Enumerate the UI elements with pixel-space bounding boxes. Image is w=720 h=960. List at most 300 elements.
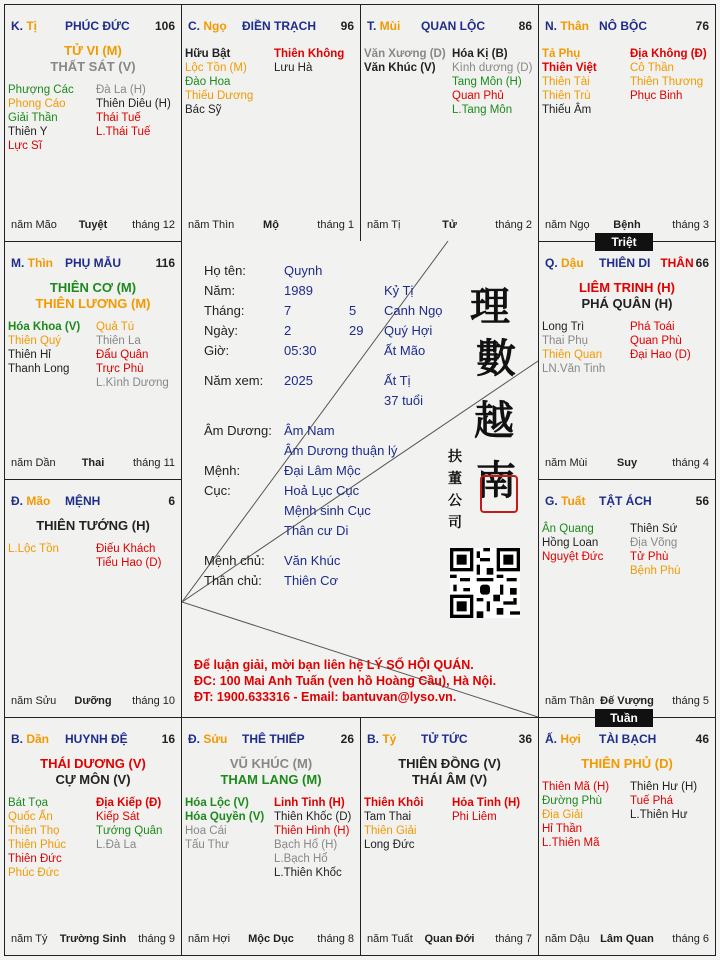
palace-header bbox=[545, 256, 709, 272]
footer-month: tháng 7 bbox=[495, 933, 532, 945]
age-value: 37 tuổi bbox=[384, 393, 424, 408]
minor-star: Thanh Long bbox=[8, 363, 70, 375]
minor-star: Kình dương (D) bbox=[452, 62, 533, 74]
minor-star: Thiên Sứ bbox=[630, 523, 678, 535]
footer-stage: Đế Vượng bbox=[600, 695, 654, 707]
name-value: Quynh bbox=[284, 263, 323, 278]
minor-star: Ân Quang bbox=[542, 523, 594, 535]
footer-month: tháng 11 bbox=[132, 457, 175, 469]
minor-star: Phi Liêm bbox=[452, 811, 497, 823]
minor-star: Quốc Ấn bbox=[8, 811, 53, 823]
minor-star: Thiếu Âm bbox=[542, 104, 592, 116]
minor-star: Thiên Hỉ bbox=[8, 349, 51, 361]
palace-footer bbox=[11, 457, 175, 471]
minor-star: Thiên Trù bbox=[542, 90, 591, 102]
minor-star: Đà La (H) bbox=[96, 84, 146, 96]
footer-month: tháng 12 bbox=[132, 219, 175, 231]
minor-star: Quả Tú bbox=[96, 321, 135, 333]
minor-star: LN.Văn Tinh bbox=[542, 363, 606, 375]
minor-star: Thiên Quý bbox=[8, 335, 62, 347]
minor-star: Điếu Khách bbox=[96, 543, 156, 555]
palace-position: G. Tuất bbox=[545, 494, 586, 508]
minor-star: L.Thiên Khốc bbox=[274, 867, 342, 879]
am-duong-label: Âm Dương: bbox=[204, 423, 272, 438]
month-label: Tháng: bbox=[204, 303, 245, 318]
minor-star: Hữu Bật bbox=[185, 48, 231, 60]
main-stars bbox=[5, 280, 181, 312]
than-chu-value: Thiên Cơ bbox=[284, 573, 339, 588]
minor-star: Đào Hoa bbox=[185, 76, 231, 88]
minor-star: Tướng Quân bbox=[96, 825, 163, 837]
palace-score: 26 bbox=[340, 732, 354, 746]
minor-star: Phá Toái bbox=[630, 321, 675, 333]
palace-header bbox=[11, 19, 175, 35]
palace-position: B. Dần bbox=[11, 732, 50, 746]
main-star: CỰ MÔN (V) bbox=[55, 772, 131, 787]
main-star: THIÊN ĐỒNG (V) bbox=[398, 756, 501, 771]
palace-position: M. Thìn bbox=[11, 256, 53, 270]
main-stars bbox=[539, 756, 715, 772]
minor-star: Tang Môn (H) bbox=[452, 76, 522, 88]
left-stars-column bbox=[364, 796, 423, 852]
minor-star: Linh Tinh (H) bbox=[274, 797, 345, 809]
palace-number bbox=[341, 732, 354, 746]
minor-star: Lộc Tồn (M) bbox=[185, 62, 247, 74]
calligraphy-char-4: 南 bbox=[476, 457, 516, 504]
palace-score: 76 bbox=[695, 19, 709, 33]
minor-star: Văn Xương (D) bbox=[364, 48, 446, 60]
footer-year: năm Thân bbox=[545, 695, 595, 707]
day-lunar: 29 bbox=[349, 323, 364, 338]
main-star: THIÊN TƯỚNG (H) bbox=[36, 518, 150, 533]
right-stars-column bbox=[96, 796, 162, 852]
palace-score: 116 bbox=[155, 256, 175, 270]
cell-than bbox=[538, 4, 716, 242]
palace-name: TỬ TỨC bbox=[421, 732, 468, 746]
minor-star: L.Thiên Mã bbox=[542, 837, 600, 849]
minor-star: Tuế Phá bbox=[630, 795, 674, 807]
left-stars-column bbox=[8, 796, 66, 880]
footer-month: tháng 8 bbox=[317, 933, 354, 945]
minor-star: Hỉ Thần bbox=[542, 823, 583, 835]
view-year-label: Năm xem: bbox=[204, 373, 264, 388]
minor-star: Hồng Loan bbox=[542, 537, 599, 549]
footer-stage: Suy bbox=[616, 457, 638, 469]
am-duong-value-2: Âm Dương thuận lý bbox=[284, 443, 398, 458]
left-stars-column bbox=[185, 796, 264, 852]
center-panel bbox=[182, 241, 538, 717]
main-star: THÁI DƯƠNG (V) bbox=[40, 756, 146, 771]
minor-star: Giải Thần bbox=[8, 112, 58, 124]
minor-star: Thiên Tài bbox=[542, 76, 590, 88]
palace-position: Đ. Mão bbox=[11, 494, 51, 508]
footer-year: năm Dậu bbox=[545, 933, 590, 945]
minor-star: Bệnh Phù bbox=[630, 565, 681, 577]
menh-label: Mệnh: bbox=[204, 463, 241, 478]
menh-value: Đại Lâm Mộc bbox=[284, 463, 361, 478]
main-star: THẤT SÁT (V) bbox=[50, 59, 136, 74]
footer-month: tháng 2 bbox=[495, 219, 532, 231]
small-char-3: 公 bbox=[448, 493, 462, 509]
minor-star: Long Trì bbox=[542, 321, 585, 333]
minor-star: Trực Phù bbox=[96, 363, 144, 375]
palace-number bbox=[519, 19, 532, 33]
main-star: TỬ VI (M) bbox=[64, 43, 122, 58]
contact-line-3: ĐT: 1900.633316 - Email: bantuvan@lyso.vn. bbox=[194, 690, 457, 704]
palace-score: 46 bbox=[695, 732, 709, 746]
footer-stage: Quan Đới bbox=[424, 933, 475, 945]
minor-star: Đường Phù bbox=[542, 795, 602, 807]
main-stars bbox=[5, 518, 181, 534]
seal-stamp bbox=[480, 475, 518, 513]
minor-star: Tử Phù bbox=[630, 551, 669, 563]
minor-star: Thiên Mã (H) bbox=[542, 781, 610, 793]
minor-star: Tiểu Hao (D) bbox=[96, 557, 162, 569]
main-stars bbox=[5, 43, 181, 75]
minor-star: Thiên Việt bbox=[542, 62, 597, 74]
minor-star: Tam Thai bbox=[364, 811, 412, 823]
footer-year: năm Tý bbox=[11, 933, 48, 945]
minor-star: Thiên Không bbox=[274, 48, 345, 60]
palace-number bbox=[696, 494, 709, 508]
right-stars-column bbox=[96, 320, 169, 390]
footer-stage: Trường Sinh bbox=[59, 933, 127, 945]
palace-footer bbox=[188, 219, 354, 233]
view-year-value: 2025 bbox=[284, 373, 313, 388]
main-stars bbox=[182, 756, 360, 788]
minor-star: L.Đà La bbox=[96, 839, 137, 851]
view-year-canchi: Ất Tị bbox=[384, 373, 411, 388]
minor-star: Phong Cáo bbox=[8, 98, 66, 110]
minor-star: Thái Tuế bbox=[96, 112, 141, 124]
minor-star: Quan Phủ bbox=[452, 90, 504, 102]
minor-star: Thiên Hư (H) bbox=[630, 781, 698, 793]
palace-number bbox=[341, 19, 354, 33]
palace-score: 16 bbox=[161, 732, 175, 746]
minor-star: Thiên Giải bbox=[364, 825, 417, 837]
month-solar: 7 bbox=[284, 303, 292, 318]
minor-star: Địa Võng bbox=[630, 537, 678, 549]
cell-ti bbox=[360, 717, 539, 956]
palace-header bbox=[367, 19, 532, 35]
palace-footer bbox=[11, 219, 175, 233]
year-value: 1989 bbox=[284, 283, 313, 298]
right-stars-column bbox=[452, 47, 532, 117]
than-marker: THÂN bbox=[660, 256, 694, 270]
footer-month: tháng 10 bbox=[132, 695, 175, 707]
palace-name: QUAN LỘC bbox=[421, 19, 485, 33]
palace-footer bbox=[545, 457, 709, 471]
minor-star: Đẩu Quân bbox=[96, 349, 149, 361]
main-star: THÁI ÂM (V) bbox=[411, 772, 488, 787]
minor-star: L.Kình Dương bbox=[96, 377, 169, 389]
footer-stage: Tuyệt bbox=[78, 219, 108, 231]
hour-value: 05:30 bbox=[284, 343, 317, 358]
cuc-value-3: Thân cư Di bbox=[284, 523, 349, 538]
minor-star: Thiên Đức bbox=[8, 853, 62, 865]
palace-footer bbox=[545, 219, 709, 233]
minor-star: Thiên Khốc (D) bbox=[274, 811, 352, 823]
palace-position: Đ. Sửu bbox=[188, 732, 228, 746]
palace-number bbox=[162, 732, 175, 746]
main-star: THAM LANG (M) bbox=[220, 772, 322, 787]
triet-marker: Triệt bbox=[595, 233, 653, 251]
minor-star: Kiếp Sát bbox=[96, 811, 140, 823]
tuan-marker: Tuần bbox=[595, 709, 653, 727]
palace-position: T. Mùi bbox=[367, 19, 401, 33]
main-stars bbox=[361, 756, 538, 788]
main-star: LIÊM TRINH (H) bbox=[578, 280, 676, 295]
minor-star: Long Đức bbox=[364, 839, 415, 851]
qr-code[interactable] bbox=[450, 548, 520, 618]
palace-position: Ấ. Hợi bbox=[545, 732, 581, 746]
cell-suu bbox=[181, 717, 361, 956]
minor-star: L.Thái Tuế bbox=[96, 126, 151, 138]
palace-number bbox=[519, 732, 532, 746]
footer-year: năm Ngọ bbox=[545, 219, 590, 231]
right-stars-column bbox=[630, 47, 707, 103]
footer-month: tháng 9 bbox=[138, 933, 175, 945]
footer-year: năm Mùi bbox=[545, 457, 588, 469]
day-solar: 2 bbox=[284, 323, 292, 338]
right-stars-column bbox=[274, 47, 344, 75]
footer-month: tháng 5 bbox=[672, 695, 709, 707]
cuc-value-2: Mệnh sinh Cục bbox=[284, 503, 371, 518]
palace-footer bbox=[367, 933, 532, 947]
small-char-1: 扶 bbox=[448, 449, 462, 465]
menh-chu-value: Văn Khúc bbox=[284, 553, 341, 568]
palace-number bbox=[156, 256, 175, 270]
palace-footer bbox=[11, 695, 175, 709]
minor-star: Hóa Khoa (V) bbox=[8, 321, 81, 333]
cuc-value-1: Hoả Lục Cục bbox=[284, 483, 360, 498]
palace-position: B. Tý bbox=[367, 732, 397, 746]
footer-stage: Dưỡng bbox=[74, 695, 112, 707]
palace-footer bbox=[188, 933, 354, 947]
footer-year: năm Thìn bbox=[188, 219, 235, 231]
minor-star: Hóa Lộc (V) bbox=[185, 797, 249, 809]
minor-star: Hoa Cái bbox=[185, 825, 227, 837]
palace-number bbox=[696, 732, 709, 746]
minor-star: Địa Không (Đ) bbox=[630, 48, 707, 60]
palace-name: MỆNH bbox=[65, 494, 101, 508]
palace-number bbox=[155, 19, 175, 33]
minor-star: Thiên Y bbox=[8, 126, 48, 138]
footer-year: năm Dần bbox=[11, 457, 56, 469]
palace-name: PHÚC ĐỨC bbox=[65, 19, 130, 33]
minor-star: Phục Binh bbox=[630, 90, 683, 102]
day-canchi: Quý Hợi bbox=[384, 323, 433, 338]
palace-header bbox=[545, 732, 709, 748]
palace-position: N. Thân bbox=[545, 19, 590, 33]
footer-stage: Lâm Quan bbox=[600, 933, 654, 945]
right-stars-column bbox=[96, 542, 161, 570]
minor-star: Thiên Thương bbox=[630, 76, 704, 88]
minor-star: Văn Khúc (V) bbox=[364, 62, 436, 74]
palace-footer bbox=[11, 933, 175, 947]
main-star: PHÁ QUÂN (H) bbox=[581, 296, 673, 311]
palace-position: C. Ngọ bbox=[188, 19, 227, 33]
minor-star: Lưu Hà bbox=[274, 62, 313, 74]
palace-footer bbox=[545, 695, 709, 709]
cell-ngo bbox=[181, 4, 361, 242]
right-stars-column bbox=[96, 83, 171, 139]
palace-name: ĐIỀN TRẠCH bbox=[242, 19, 316, 33]
left-stars-column bbox=[542, 320, 605, 376]
palace-number bbox=[696, 19, 709, 33]
palace-footer bbox=[367, 219, 532, 233]
footer-stage: Mộ bbox=[263, 219, 279, 231]
palace-score: 96 bbox=[340, 19, 354, 33]
footer-stage: Tử bbox=[442, 219, 457, 231]
minor-star: Địa Giải bbox=[542, 809, 583, 821]
palace-score: 66 bbox=[695, 256, 709, 270]
minor-star: Thiếu Dương bbox=[185, 90, 254, 102]
left-stars-column bbox=[185, 47, 253, 117]
palace-header bbox=[367, 732, 532, 748]
palace-score: 86 bbox=[518, 19, 532, 33]
footer-stage: Bệnh bbox=[613, 219, 641, 231]
minor-star: L.Lộc Tồn bbox=[8, 543, 59, 555]
palace-score: 56 bbox=[695, 494, 709, 508]
minor-star: L.Tang Môn bbox=[452, 104, 513, 116]
palace-header bbox=[11, 256, 175, 272]
footer-year: năm Tuất bbox=[367, 933, 413, 945]
small-char-2: 董 bbox=[448, 471, 462, 487]
minor-star: Hỏa Tinh (H) bbox=[452, 797, 521, 809]
day-label: Ngày: bbox=[204, 323, 238, 338]
right-stars-column bbox=[630, 780, 697, 822]
left-stars-column bbox=[8, 542, 59, 556]
main-star: THIÊN LƯƠNG (M) bbox=[35, 296, 151, 311]
footer-stage: Mộc Dục bbox=[248, 933, 294, 945]
minor-star: Tả Phụ bbox=[542, 48, 581, 60]
main-star: VŨ KHÚC (M) bbox=[229, 756, 313, 771]
calligraphy-char-2: 數 bbox=[476, 335, 516, 382]
palace-name: THÊ THIẾP bbox=[242, 732, 305, 746]
minor-star: Hóa Quyền (V) bbox=[185, 811, 265, 823]
palace-name: THIÊN DI bbox=[599, 256, 651, 270]
main-stars bbox=[539, 280, 715, 312]
footer-month: tháng 6 bbox=[672, 933, 709, 945]
minor-star: Đại Hao (D) bbox=[630, 349, 691, 361]
palace-header bbox=[11, 494, 175, 510]
contact-line-1: Để luận giải, mời bạn liên hệ LÝ SỐ HỘI QUÁN. bbox=[194, 658, 474, 672]
name-label: Họ tên: bbox=[204, 263, 246, 278]
calligraphy-char-1: 理 bbox=[470, 283, 510, 330]
small-char-4: 司 bbox=[448, 515, 462, 531]
minor-star: Thiên La bbox=[96, 335, 141, 347]
minor-star: Bạch Hổ (H) bbox=[274, 839, 338, 851]
footer-year: năm Hợi bbox=[188, 933, 231, 945]
year-canchi: Kỷ Tị bbox=[384, 283, 414, 298]
right-stars-column bbox=[452, 796, 520, 824]
minor-star: Thiên Khôi bbox=[364, 797, 424, 809]
minor-star: Phúc Đức bbox=[8, 867, 60, 879]
cell-mui bbox=[360, 4, 539, 242]
footer-year: năm Mão bbox=[11, 219, 57, 231]
palace-name: HUYNH ĐỆ bbox=[65, 732, 128, 746]
main-star: THIÊN PHỦ (D) bbox=[581, 756, 673, 771]
palace-header bbox=[188, 732, 354, 748]
contact-line-2: ĐC: 100 Mai Anh Tuấn (ven hồ Hoàng Cầu), Hà Nội. bbox=[194, 674, 497, 688]
palace-name: PHỤ MẪU bbox=[65, 256, 121, 270]
menh-chu-label: Mệnh chủ: bbox=[204, 553, 265, 568]
minor-star: Bác Sỹ bbox=[185, 104, 222, 116]
palace-name: TẬT ÁCH bbox=[599, 494, 652, 508]
cell-dan bbox=[4, 717, 182, 956]
month-canchi: Canh Ngọ bbox=[384, 303, 443, 318]
palace-score: 36 bbox=[518, 732, 532, 746]
cell-mao bbox=[4, 479, 182, 718]
minor-star: Tấu Thư bbox=[185, 839, 229, 851]
main-star: THIÊN CƠ (M) bbox=[49, 280, 137, 295]
left-stars-column bbox=[364, 47, 446, 75]
hour-canchi: Ất Mão bbox=[384, 343, 426, 358]
palace-header bbox=[545, 19, 709, 35]
minor-star: L.Thiên Hư bbox=[630, 809, 688, 821]
right-stars-column bbox=[630, 522, 681, 578]
palace-position: Q. Dậu bbox=[545, 256, 584, 270]
cuc-label: Cục: bbox=[204, 483, 231, 498]
left-stars-column bbox=[542, 47, 597, 117]
palace-name: TÀI BẠCH bbox=[599, 732, 657, 746]
left-stars-column bbox=[8, 83, 74, 153]
than-chu-label: Thân chủ: bbox=[204, 573, 262, 588]
minor-star: Lực Sĩ bbox=[8, 140, 42, 152]
minor-star: Thai Phụ bbox=[542, 335, 589, 347]
footer-year: năm Sửu bbox=[11, 695, 57, 707]
minor-star: Bát Tọa bbox=[8, 797, 49, 809]
right-stars-column bbox=[630, 320, 691, 362]
minor-star: Thiên Diêu (H) bbox=[96, 98, 171, 110]
minor-star: Thiên Phúc bbox=[8, 839, 67, 851]
month-lunar: 5 bbox=[349, 303, 357, 318]
footer-stage: Thai bbox=[81, 457, 105, 469]
palace-number bbox=[660, 256, 709, 270]
palace-footer bbox=[545, 933, 709, 947]
palace-number bbox=[168, 494, 175, 508]
hour-label: Giờ: bbox=[204, 343, 230, 358]
footer-month: tháng 1 bbox=[317, 219, 354, 231]
minor-star: Hóa Kị (B) bbox=[452, 48, 508, 60]
palace-header bbox=[545, 494, 709, 510]
cell-ty bbox=[4, 4, 182, 242]
cell-tuat bbox=[538, 479, 716, 718]
am-duong-value-1: Âm Nam bbox=[284, 423, 335, 438]
footer-month: tháng 3 bbox=[672, 219, 709, 231]
right-stars-column bbox=[274, 796, 351, 880]
minor-star: Phượng Các bbox=[8, 84, 74, 96]
minor-star: Thiên Thọ bbox=[8, 825, 60, 837]
minor-star: Địa Kiếp (Đ) bbox=[96, 797, 162, 809]
cell-dau bbox=[538, 241, 716, 480]
calligraphy-char-3: 越 bbox=[474, 397, 514, 444]
palace-position: K. Tị bbox=[11, 19, 38, 33]
footer-month: tháng 4 bbox=[672, 457, 709, 469]
cell-thin bbox=[4, 241, 182, 480]
palace-header bbox=[188, 19, 354, 35]
left-stars-column bbox=[542, 780, 609, 850]
main-stars bbox=[5, 756, 181, 788]
minor-star: Thiên Hình (H) bbox=[274, 825, 350, 837]
palace-score: 6 bbox=[168, 494, 175, 508]
year-label: Năm: bbox=[204, 283, 236, 298]
footer-year: năm Tị bbox=[367, 219, 401, 231]
left-stars-column bbox=[8, 320, 80, 376]
minor-star: Thiên Quan bbox=[542, 349, 603, 361]
cell-hoi bbox=[538, 717, 716, 956]
